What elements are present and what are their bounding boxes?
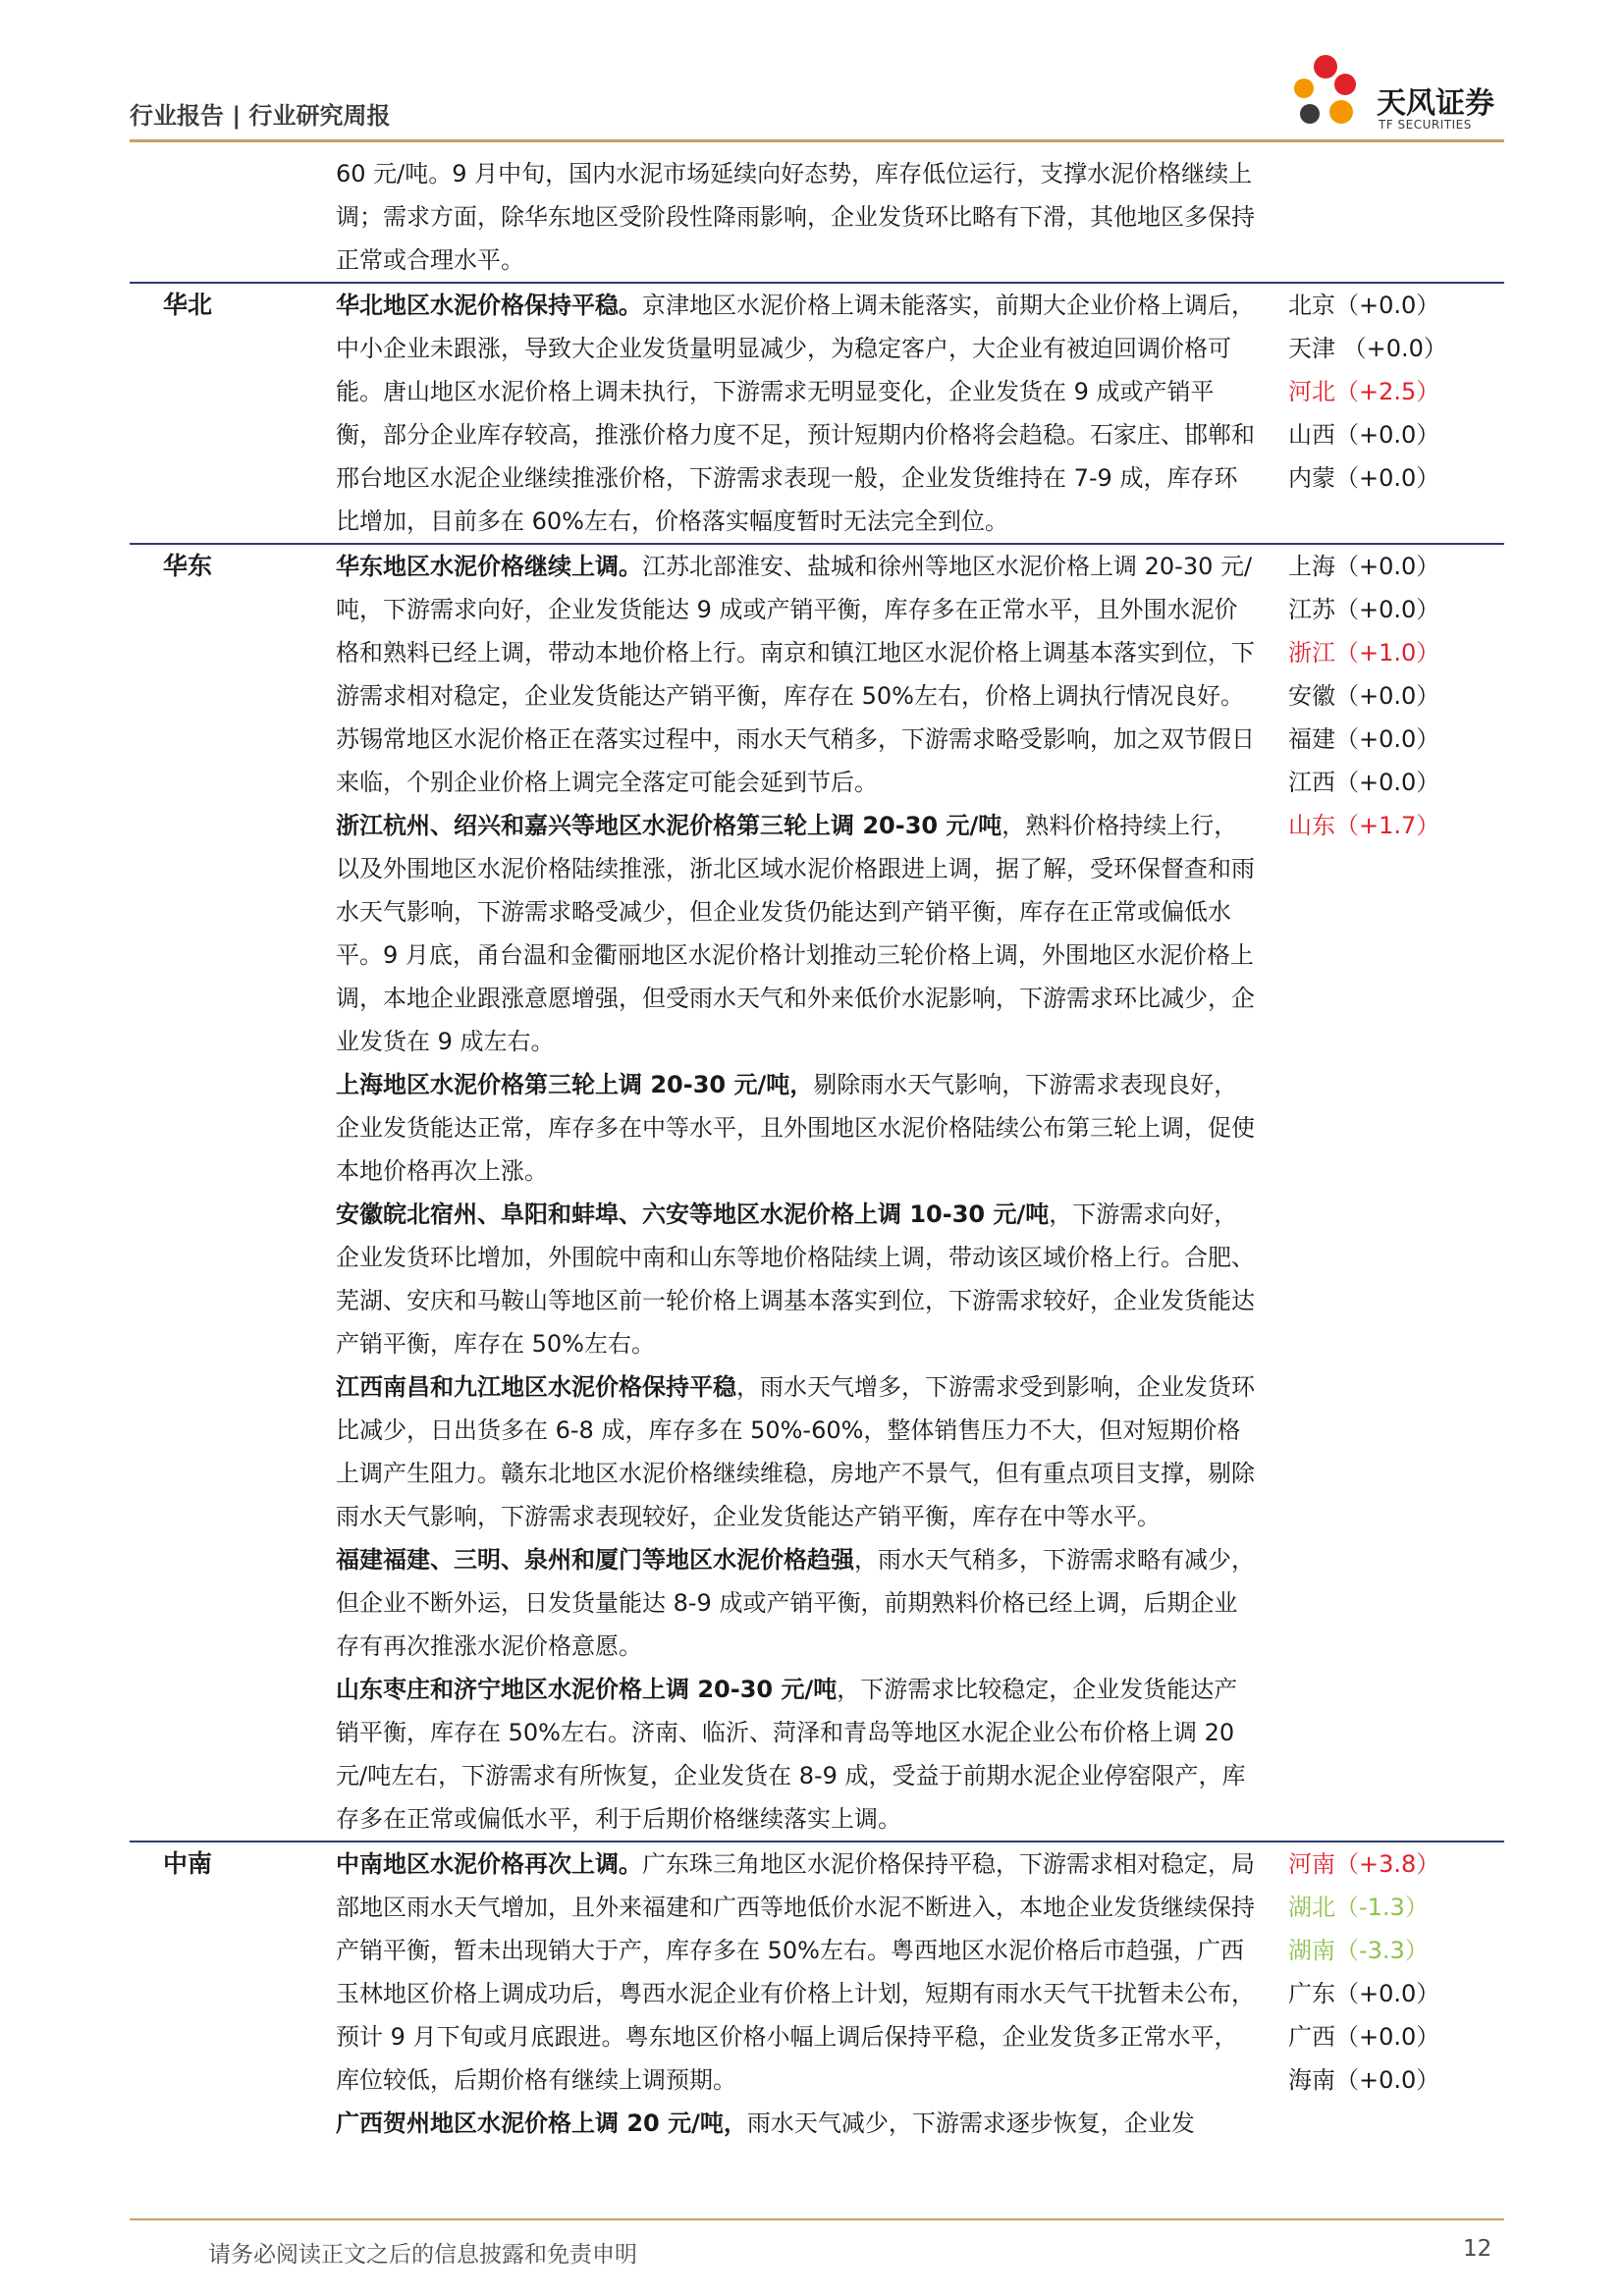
province-price-change: 山西（+0.0） [1288, 421, 1440, 449]
region-paragraph [336, 1365, 1261, 1538]
paragraph-body: ，雨水天气稍多，下游需求略有减少，但企业不断外运，日发货量能达 8-9 成或产销平衡，前期熟料价格已经上调，后期企业存有再次推涨水泥价格意愿。 [336, 1546, 1255, 1660]
region-description [336, 284, 1261, 543]
province-price-changes [1261, 545, 1504, 1841]
paragraph-body: 江苏北部淮安、盐城和徐州等地区水泥价格上调 20-30 元/吨，下游需求向好，企业发货能达 9 成或产销平衡，库存多在正常水平，且外围水泥价格和熟料已经上调，带动本地价格上行。南京和镇江地区水泥价格上调基本落实到位，下游需求相对稳定，企业发货能达产销平衡，库存在 50%左右，价格上调执行情况良好。苏锡常地区水泥价格正在落实过程中，雨水天气稍多，下游需求略受影响，加之双节假日来临，个别企业价格上调完全落定可能会延到节后。 [336, 553, 1255, 796]
province-price-change: 河南（+3.8） [1288, 1850, 1440, 1878]
region-paragraph [336, 1668, 1261, 1841]
paragraph-body: 雨水天气减少，下游需求逐步恢复，企业发 [746, 2109, 1195, 2137]
page-header [0, 0, 1624, 147]
footer-divider [130, 2218, 1504, 2220]
region-name: 华北 [163, 291, 213, 319]
report-breadcrumb: 行业报告 | 行业研究周报 [130, 102, 391, 130]
paragraph-body: ，下游需求向好，企业发货环比增加，外围皖中南和山东等地价格陆续上调，带动该区域价格上行。合肥、芜湖、安庆和马鞍山等地区前一轮价格上调基本落实到位，下游需求较好，企业发货能达产销平衡，库存在 50%左右。 [336, 1201, 1255, 1358]
province-price-change: 海南（+0.0） [1288, 2066, 1440, 2094]
province-price-change: 内蒙（+0.0） [1288, 464, 1440, 492]
intro-paragraph: 60 元/吨。9 月中旬，国内水泥市场延续向好态势，库存低位运行，支撑水泥价格继续上调；需求方面，除华东地区受阶段性降雨影响，企业发货环比略有下滑，其他地区多保持正常或合理水平。 [336, 160, 1255, 274]
report-table [130, 152, 1504, 2145]
paragraph-lead: 江西南昌和九江地区水泥价格保持平稳 [336, 1373, 736, 1401]
province-price-change: 上海（+0.0） [1288, 553, 1440, 580]
region-description [336, 1842, 1261, 2145]
paragraph-body: ，雨水天气增多，下游需求受到影响，企业发货环比减少，日出货多在 6-8 成，库存多在 50%-60%，整体销售压力不大，但对短期价格上调产生阻力。赣东北地区水泥价格继续维稳，房地产不景气，但有重点项目支撑，剔除雨水天气影响，下游需求表现较好，企业发货能达产销平衡，库存在中等水平。 [336, 1373, 1255, 1530]
paragraph-lead: 山东枣庄和济宁地区水泥价格上调 20-30 元/吨 [336, 1676, 838, 1703]
region-paragraph [336, 1063, 1261, 1193]
province-price-change: 天津 （+0.0） [1288, 335, 1447, 362]
flower-logo-icon [1286, 49, 1365, 137]
province-price-change: 北京（+0.0） [1288, 292, 1440, 319]
region-paragraph [336, 804, 1261, 1063]
region-name: 中南 [163, 1849, 213, 1878]
region-paragraph [336, 1538, 1261, 1668]
region-description [336, 545, 1261, 1841]
region-name: 华东 [163, 552, 213, 580]
region-paragraph [336, 1193, 1261, 1365]
province-price-changes [1261, 1842, 1504, 2145]
province-price-change: 广东（+0.0） [1288, 1980, 1440, 2007]
company-logo [1286, 49, 1522, 137]
province-price-change: 广西（+0.0） [1288, 2023, 1440, 2051]
logo-subtext: TF SECURITIES [1379, 118, 1472, 132]
region-paragraph [336, 2102, 1261, 2145]
paragraph-lead: 安徽皖北宿州、阜阳和蚌埠、六安等地区水泥价格上调 10-30 元/吨 [336, 1201, 1050, 1228]
province-price-change: 福建（+0.0） [1288, 725, 1440, 753]
page-number: 12 [1463, 2236, 1492, 2262]
province-price-change: 河北（+2.5） [1288, 378, 1440, 405]
paragraph-lead: 浙江杭州、绍兴和嘉兴等地区水泥价格第三轮上调 20-30 元/吨 [336, 812, 1002, 839]
region-row [130, 282, 1504, 543]
logo-text: 天风证券 [1377, 86, 1494, 121]
paragraph-lead: 福建福建、三明、泉州和厦门等地区水泥价格趋强 [336, 1546, 854, 1574]
region-row [130, 1841, 1504, 2145]
paragraph-lead: 华北地区水泥价格保持平稳。 [336, 292, 642, 319]
paragraph-body: 京津地区水泥价格上调未能落实，前期大企业价格上调后，中小企业未跟涨，导致大企业发货量明显减少，为稳定客户，大企业有被迫回调价格可能。唐山地区水泥价格上调未执行，下游需求无明显变化，企业发货在 9 成或产销平衡，部分企业库存较高，推涨价格力度不足，预计短期内价格将会趋稳。石家庄、邯郸和邢台地区水泥企业继续推涨价格，下游需求表现一般，企业发货维持在 7-9 成，库存环比增加，目前多在 60%左右，价格落实幅度暂时无法完全到位。 [336, 292, 1255, 535]
paragraph-lead: 上海地区水泥价格第三轮上调 20-30 元/吨， [336, 1071, 814, 1098]
paragraph-lead: 中南地区水泥价格再次上调。 [336, 1850, 642, 1878]
paragraph-lead: 广西贺州地区水泥价格上调 20 元/吨， [336, 2109, 747, 2137]
paragraph-body: ，熟料价格持续上行，以及外围地区水泥价格陆续推涨，浙北区域水泥价格跟进上调，据了解，受环保督查和雨水天气影响，下游需求略受减少，但企业发货仍能达到产销平衡，库存在正常或偏低水平。9 月底，甬台温和金衢丽地区水泥价格计划推动三轮价格上调，外围地区水泥价格上调，本地企业跟涨意愿增强，但受雨水天气和外来低价水泥影响，下游需求环比减少，企业发货在 9 成左右。 [336, 812, 1255, 1055]
region-paragraph [336, 545, 1261, 804]
paragraph-body: 剔除雨水天气影响，下游需求表现良好，企业发货能达正常，库存多在中等水平，且外围地区水泥价格陆续公布第三轮上调，促使本地价格再次上涨。 [336, 1071, 1255, 1185]
region-paragraph [336, 284, 1261, 543]
province-price-change: 江苏（+0.0） [1288, 596, 1440, 623]
paragraph-lead: 华东地区水泥价格继续上调。 [336, 553, 642, 580]
province-price-change: 湖北（-1.3） [1288, 1894, 1429, 1921]
region-paragraph [336, 1842, 1261, 2102]
paragraph-body: 广东珠三角地区水泥价格保持平稳，下游需求相对稳定，局部地区雨水天气增加，且外来福建和广西等地低价水泥不断进入，本地企业发货继续保持产销平衡，暂未出现销大于产，库存多在 50%左右。粤西地区水泥价格后市趋强，广西玉林地区价格上调成功后，粤西水泥企业有价格上计划，短期有雨水天气干扰暂未公布，预计 9 月下旬或月底跟进。粤东地区价格小幅上调后保持平稳，企业发货多正常水平，库位较低，后期价格有继续上调预期。 [336, 1850, 1255, 2094]
province-price-change: 湖南（-3.3） [1288, 1937, 1429, 1964]
paragraph-body: ，下游需求比较稳定，企业发货能达产销平衡，库存在 50%左右。济南、临沂、菏泽和青岛等地区水泥企业公布价格上调 20 元/吨左右，下游需求有所恢复，企业发货在 8-9 成，受益于前期水泥企业停窑限产，库存多在正常或偏低水平，利于后期价格继续落实上调。 [336, 1676, 1246, 1833]
disclaimer-note: 请务必阅读正文之后的信息披露和免责申明 [208, 2242, 637, 2268]
province-price-change: 安徽（+0.0） [1288, 682, 1440, 710]
header-divider [130, 139, 1504, 142]
province-price-change: 山东（+1.7） [1288, 812, 1440, 839]
region-row [130, 543, 1504, 1841]
province-price-changes [1261, 284, 1504, 543]
province-price-change: 江西（+0.0） [1288, 769, 1440, 796]
province-price-change: 浙江（+1.0） [1288, 639, 1440, 667]
